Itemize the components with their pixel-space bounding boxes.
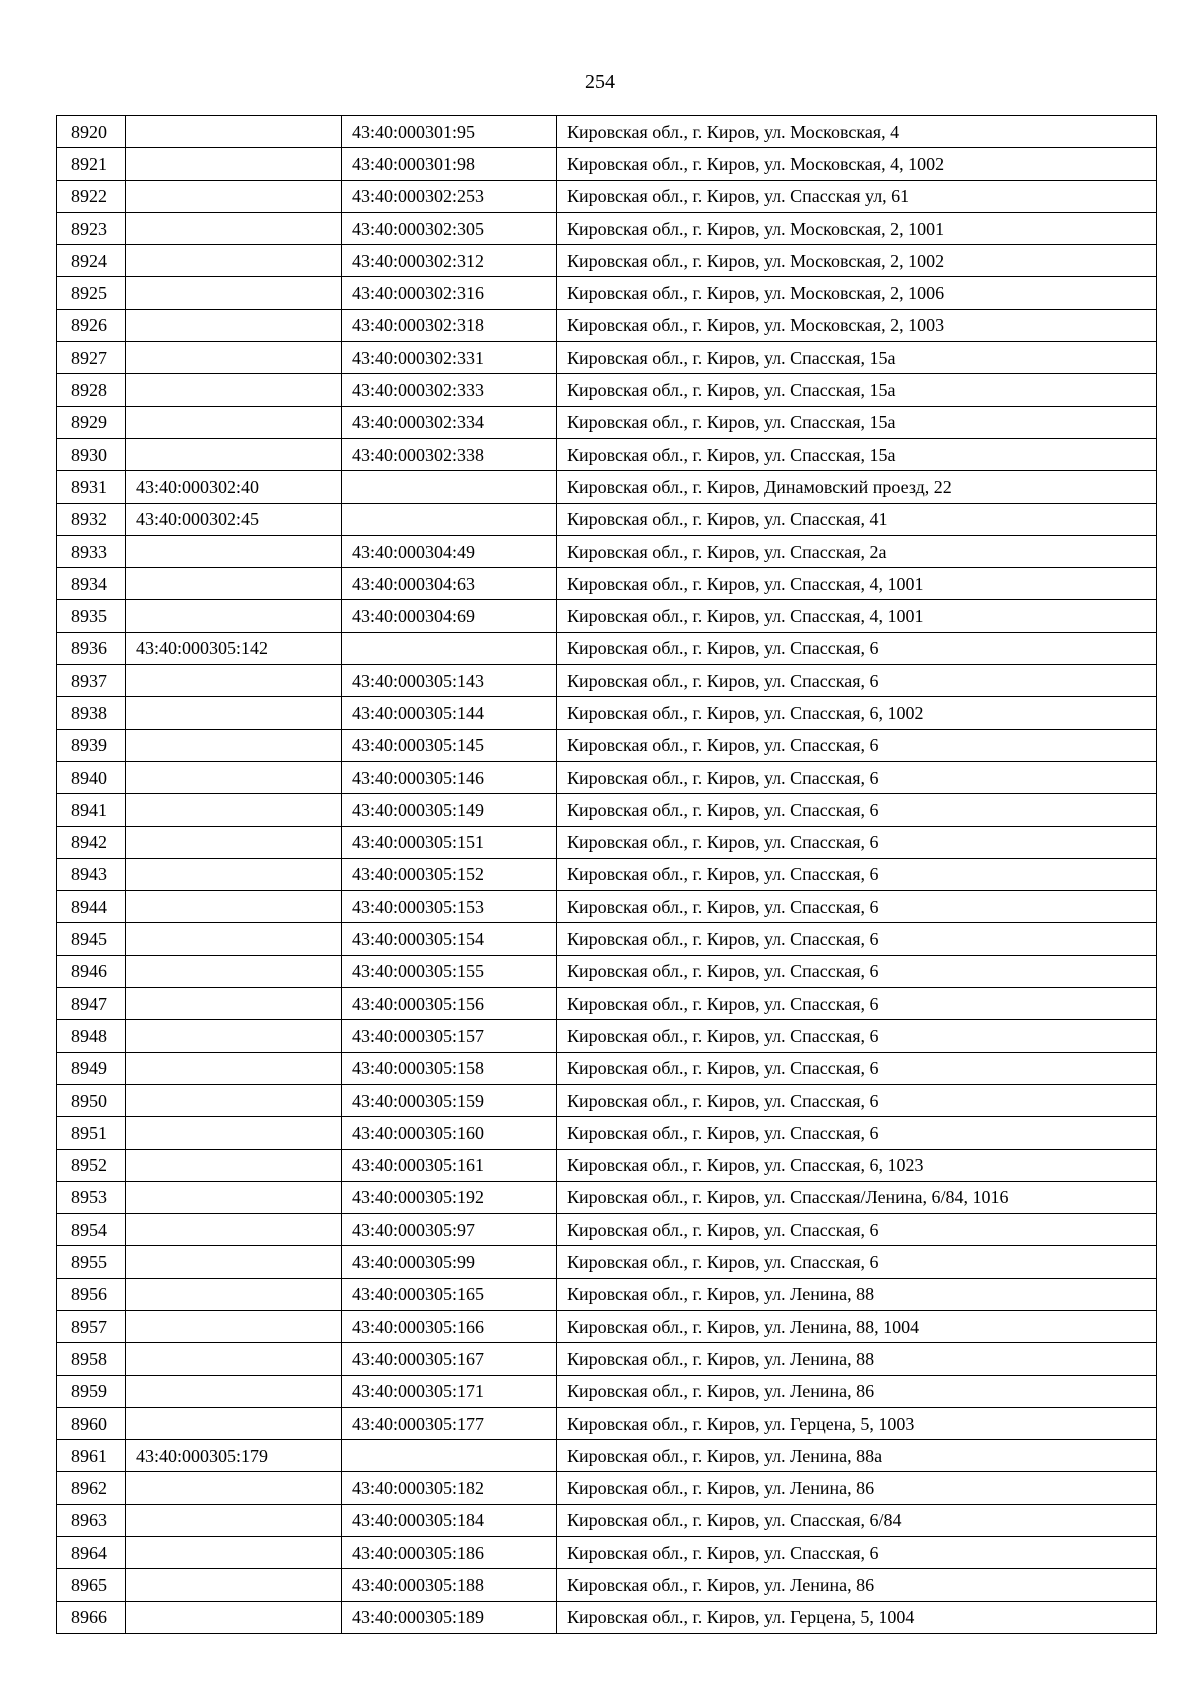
address-cell: Кировская обл., г. Киров, ул. Спасская, 6, 1023 [557, 1149, 1157, 1181]
address-cell: Кировская обл., г. Киров, ул. Ленина, 88 [557, 1343, 1157, 1375]
row-number-cell: 8946 [57, 955, 126, 987]
table-row [57, 1537, 1157, 1569]
table-row [57, 1214, 1157, 1246]
parcel-cadastral-number-cell [126, 148, 342, 180]
row-number-cell: 8949 [57, 1052, 126, 1084]
parcel-cadastral-number-cell: 43:40:000302:45 [126, 503, 342, 535]
row-number-cell: 8943 [57, 858, 126, 890]
address-cell: Кировская обл., г. Киров, ул. Ленина, 86 [557, 1569, 1157, 1601]
row-number-cell: 8934 [57, 568, 126, 600]
row-number-cell: 8956 [57, 1278, 126, 1310]
object-cadastral-number-cell: 43:40:000302:253 [342, 180, 557, 212]
object-cadastral-number-cell: 43:40:000305:160 [342, 1117, 557, 1149]
parcel-cadastral-number-cell [126, 1472, 342, 1504]
parcel-cadastral-number-cell [126, 988, 342, 1020]
table-row [57, 568, 1157, 600]
address-cell: Кировская обл., г. Киров, ул. Спасская, 6 [557, 794, 1157, 826]
table-row [57, 1601, 1157, 1633]
row-number-cell: 8929 [57, 406, 126, 438]
table-row [57, 697, 1157, 729]
table-row [57, 988, 1157, 1020]
address-cell: Кировская обл., г. Киров, ул. Спасская, 15а [557, 374, 1157, 406]
parcel-cadastral-number-cell [126, 116, 342, 148]
table-row [57, 503, 1157, 535]
row-number-cell: 8924 [57, 245, 126, 277]
object-cadastral-number-cell: 43:40:000305:156 [342, 988, 557, 1020]
object-cadastral-number-cell: 43:40:000304:69 [342, 600, 557, 632]
object-cadastral-number-cell: 43:40:000305:146 [342, 761, 557, 793]
parcel-cadastral-number-cell [126, 1084, 342, 1116]
address-cell: Кировская обл., г. Киров, ул. Спасская, 6/84 [557, 1504, 1157, 1536]
table-row [57, 1375, 1157, 1407]
object-cadastral-number-cell: 43:40:000305:166 [342, 1310, 557, 1342]
table-row [57, 342, 1157, 374]
parcel-cadastral-number-cell [126, 438, 342, 470]
row-number-cell: 8961 [57, 1440, 126, 1472]
address-cell: Кировская обл., г. Киров, ул. Спасская, 6 [557, 1117, 1157, 1149]
table-row [57, 277, 1157, 309]
table-row [57, 180, 1157, 212]
row-number-cell: 8936 [57, 632, 126, 664]
object-cadastral-number-cell: 43:40:000305:192 [342, 1181, 557, 1213]
table-row [57, 1569, 1157, 1601]
table-row [57, 1181, 1157, 1213]
parcel-cadastral-number-cell [126, 1246, 342, 1278]
table-row [57, 600, 1157, 632]
address-cell: Кировская обл., г. Киров, ул. Спасская, 4, 1001 [557, 568, 1157, 600]
table-row [57, 1149, 1157, 1181]
address-cell: Кировская обл., г. Киров, ул. Спасская, 6 [557, 891, 1157, 923]
parcel-cadastral-number-cell [126, 1407, 342, 1439]
object-cadastral-number-cell: 43:40:000305:143 [342, 665, 557, 697]
address-cell: Кировская обл., г. Киров, ул. Ленина, 88 [557, 1278, 1157, 1310]
parcel-cadastral-number-cell [126, 1149, 342, 1181]
row-number-cell: 8931 [57, 471, 126, 503]
object-cadastral-number-cell [342, 632, 557, 664]
parcel-cadastral-number-cell [126, 1052, 342, 1084]
table-row [57, 891, 1157, 923]
address-cell: Кировская обл., г. Киров, ул. Московская, 2, 1002 [557, 245, 1157, 277]
row-number-cell: 8957 [57, 1310, 126, 1342]
object-cadastral-number-cell: 43:40:000305:157 [342, 1020, 557, 1052]
address-cell: Кировская обл., г. Киров, ул. Спасская, 6 [557, 988, 1157, 1020]
object-cadastral-number-cell: 43:40:000305:99 [342, 1246, 557, 1278]
table-row [57, 116, 1157, 148]
registry-table [56, 115, 1157, 1634]
address-cell: Кировская обл., г. Киров, ул. Спасская, 6 [557, 923, 1157, 955]
row-number-cell: 8948 [57, 1020, 126, 1052]
row-number-cell: 8928 [57, 374, 126, 406]
parcel-cadastral-number-cell [126, 535, 342, 567]
object-cadastral-number-cell: 43:40:000305:155 [342, 955, 557, 987]
object-cadastral-number-cell: 43:40:000305:189 [342, 1601, 557, 1633]
table-row [57, 406, 1157, 438]
row-number-cell: 8966 [57, 1601, 126, 1633]
row-number-cell: 8923 [57, 212, 126, 244]
table-row [57, 826, 1157, 858]
table-row [57, 729, 1157, 761]
address-cell: Кировская обл., г. Киров, ул. Герцена, 5, 1004 [557, 1601, 1157, 1633]
object-cadastral-number-cell: 43:40:000305:171 [342, 1375, 557, 1407]
parcel-cadastral-number-cell [126, 1117, 342, 1149]
parcel-cadastral-number-cell [126, 245, 342, 277]
row-number-cell: 8939 [57, 729, 126, 761]
table-row [57, 1407, 1157, 1439]
object-cadastral-number-cell: 43:40:000305:165 [342, 1278, 557, 1310]
object-cadastral-number-cell: 43:40:000302:305 [342, 212, 557, 244]
table-row [57, 1343, 1157, 1375]
table-row [57, 374, 1157, 406]
object-cadastral-number-cell [342, 1440, 557, 1472]
object-cadastral-number-cell: 43:40:000304:63 [342, 568, 557, 600]
table-row [57, 1310, 1157, 1342]
row-number-cell: 8922 [57, 180, 126, 212]
object-cadastral-number-cell: 43:40:000305:159 [342, 1084, 557, 1116]
row-number-cell: 8963 [57, 1504, 126, 1536]
table-row [57, 665, 1157, 697]
parcel-cadastral-number-cell [126, 1278, 342, 1310]
parcel-cadastral-number-cell [126, 1214, 342, 1246]
object-cadastral-number-cell: 43:40:000305:153 [342, 891, 557, 923]
parcel-cadastral-number-cell [126, 955, 342, 987]
address-cell: Кировская обл., г. Киров, ул. Московская, 2, 1001 [557, 212, 1157, 244]
parcel-cadastral-number-cell [126, 761, 342, 793]
table-row [57, 1020, 1157, 1052]
table-row [57, 245, 1157, 277]
object-cadastral-number-cell: 43:40:000305:186 [342, 1537, 557, 1569]
table-row [57, 858, 1157, 890]
page-number: 254 [585, 71, 615, 93]
parcel-cadastral-number-cell [126, 568, 342, 600]
address-cell: Кировская обл., г. Киров, ул. Спасская, 6 [557, 826, 1157, 858]
address-cell: Кировская обл., г. Киров, ул. Спасская, 41 [557, 503, 1157, 535]
object-cadastral-number-cell: 43:40:000305:144 [342, 697, 557, 729]
row-number-cell: 8920 [57, 116, 126, 148]
address-cell: Кировская обл., г. Киров, ул. Московская, 2, 1006 [557, 277, 1157, 309]
address-cell: Кировская обл., г. Киров, ул. Спасская, 2а [557, 535, 1157, 567]
row-number-cell: 8933 [57, 535, 126, 567]
object-cadastral-number-cell: 43:40:000305:145 [342, 729, 557, 761]
table-row [57, 471, 1157, 503]
table-row [57, 1440, 1157, 1472]
parcel-cadastral-number-cell [126, 1375, 342, 1407]
table-row [57, 794, 1157, 826]
row-number-cell: 8960 [57, 1407, 126, 1439]
row-number-cell: 8947 [57, 988, 126, 1020]
table-row [57, 923, 1157, 955]
table-row [57, 212, 1157, 244]
address-cell: Кировская обл., г. Киров, ул. Спасская, 6 [557, 1537, 1157, 1569]
object-cadastral-number-cell [342, 471, 557, 503]
row-number-cell: 8927 [57, 342, 126, 374]
object-cadastral-number-cell: 43:40:000305:149 [342, 794, 557, 826]
address-cell: Кировская обл., г. Киров, ул. Спасская, 6 [557, 632, 1157, 664]
parcel-cadastral-number-cell [126, 600, 342, 632]
parcel-cadastral-number-cell [126, 180, 342, 212]
object-cadastral-number-cell: 43:40:000302:312 [342, 245, 557, 277]
row-number-cell: 8930 [57, 438, 126, 470]
table-row [57, 309, 1157, 341]
row-number-cell: 8945 [57, 923, 126, 955]
row-number-cell: 8942 [57, 826, 126, 858]
row-number-cell: 8952 [57, 1149, 126, 1181]
registry-table-body [57, 116, 1157, 1634]
object-cadastral-number-cell: 43:40:000304:49 [342, 535, 557, 567]
table-row [57, 535, 1157, 567]
table-row [57, 1472, 1157, 1504]
object-cadastral-number-cell: 43:40:000302:334 [342, 406, 557, 438]
object-cadastral-number-cell: 43:40:000301:95 [342, 116, 557, 148]
object-cadastral-number-cell: 43:40:000302:316 [342, 277, 557, 309]
object-cadastral-number-cell: 43:40:000305:152 [342, 858, 557, 890]
address-cell: Кировская обл., г. Киров, ул. Спасская, 6 [557, 1084, 1157, 1116]
parcel-cadastral-number-cell [126, 729, 342, 761]
parcel-cadastral-number-cell [126, 826, 342, 858]
table-row [57, 148, 1157, 180]
parcel-cadastral-number-cell: 43:40:000305:179 [126, 1440, 342, 1472]
parcel-cadastral-number-cell [126, 1569, 342, 1601]
table-row [57, 1084, 1157, 1116]
table-row [57, 761, 1157, 793]
object-cadastral-number-cell: 43:40:000305:177 [342, 1407, 557, 1439]
row-number-cell: 8926 [57, 309, 126, 341]
object-cadastral-number-cell: 43:40:000301:98 [342, 148, 557, 180]
parcel-cadastral-number-cell [126, 1310, 342, 1342]
row-number-cell: 8955 [57, 1246, 126, 1278]
parcel-cadastral-number-cell [126, 1181, 342, 1213]
address-cell: Кировская обл., г. Киров, ул. Московская, 2, 1003 [557, 309, 1157, 341]
parcel-cadastral-number-cell: 43:40:000302:40 [126, 471, 342, 503]
address-cell: Кировская обл., г. Киров, ул. Спасская, 6 [557, 1020, 1157, 1052]
parcel-cadastral-number-cell [126, 1020, 342, 1052]
address-cell: Кировская обл., г. Киров, ул. Спасская ул, 61 [557, 180, 1157, 212]
table-row [57, 438, 1157, 470]
parcel-cadastral-number-cell [126, 342, 342, 374]
parcel-cadastral-number-cell [126, 665, 342, 697]
object-cadastral-number-cell: 43:40:000305:154 [342, 923, 557, 955]
parcel-cadastral-number-cell [126, 794, 342, 826]
table-row [57, 1052, 1157, 1084]
row-number-cell: 8964 [57, 1537, 126, 1569]
table-row [57, 632, 1157, 664]
table-row [57, 1117, 1157, 1149]
address-cell: Кировская обл., г. Киров, ул. Московская, 4 [557, 116, 1157, 148]
parcel-cadastral-number-cell [126, 309, 342, 341]
address-cell: Кировская обл., г. Киров, ул. Спасская, 6, 1002 [557, 697, 1157, 729]
address-cell: Кировская обл., г. Киров, ул. Спасская, 6 [557, 1052, 1157, 1084]
parcel-cadastral-number-cell [126, 1504, 342, 1536]
row-number-cell: 8951 [57, 1117, 126, 1149]
table-row [57, 1246, 1157, 1278]
address-cell: Кировская обл., г. Киров, ул. Ленина, 88а [557, 1440, 1157, 1472]
address-cell: Кировская обл., г. Киров, ул. Спасская, 6 [557, 1246, 1157, 1278]
object-cadastral-number-cell: 43:40:000305:182 [342, 1472, 557, 1504]
parcel-cadastral-number-cell [126, 1537, 342, 1569]
parcel-cadastral-number-cell [126, 406, 342, 438]
row-number-cell: 8959 [57, 1375, 126, 1407]
row-number-cell: 8938 [57, 697, 126, 729]
object-cadastral-number-cell: 43:40:000305:167 [342, 1343, 557, 1375]
address-cell: Кировская обл., г. Киров, ул. Спасская, 6 [557, 665, 1157, 697]
address-cell: Кировская обл., г. Киров, ул. Спасская, 6 [557, 955, 1157, 987]
address-cell: Кировская обл., г. Киров, ул. Спасская, 6 [557, 761, 1157, 793]
object-cadastral-number-cell [342, 503, 557, 535]
address-cell: Кировская обл., г. Киров, ул. Спасская, 6 [557, 1214, 1157, 1246]
address-cell: Кировская обл., г. Киров, ул. Спасская, 6 [557, 858, 1157, 890]
address-cell: Кировская обл., г. Киров, ул. Ленина, 86 [557, 1472, 1157, 1504]
row-number-cell: 8958 [57, 1343, 126, 1375]
object-cadastral-number-cell: 43:40:000305:158 [342, 1052, 557, 1084]
table-row [57, 955, 1157, 987]
parcel-cadastral-number-cell [126, 1601, 342, 1633]
row-number-cell: 8954 [57, 1214, 126, 1246]
row-number-cell: 8921 [57, 148, 126, 180]
parcel-cadastral-number-cell [126, 1343, 342, 1375]
parcel-cadastral-number-cell [126, 923, 342, 955]
row-number-cell: 8937 [57, 665, 126, 697]
object-cadastral-number-cell: 43:40:000305:188 [342, 1569, 557, 1601]
row-number-cell: 8953 [57, 1181, 126, 1213]
address-cell: Кировская обл., г. Киров, ул. Спасская, 4, 1001 [557, 600, 1157, 632]
address-cell: Кировская обл., г. Киров, ул. Спасская, 15а [557, 406, 1157, 438]
row-number-cell: 8940 [57, 761, 126, 793]
object-cadastral-number-cell: 43:40:000305:97 [342, 1214, 557, 1246]
object-cadastral-number-cell: 43:40:000302:318 [342, 309, 557, 341]
object-cadastral-number-cell: 43:40:000302:338 [342, 438, 557, 470]
table-row [57, 1504, 1157, 1536]
row-number-cell: 8932 [57, 503, 126, 535]
row-number-cell: 8941 [57, 794, 126, 826]
parcel-cadastral-number-cell [126, 891, 342, 923]
object-cadastral-number-cell: 43:40:000305:161 [342, 1149, 557, 1181]
address-cell: Кировская обл., г. Киров, ул. Ленина, 86 [557, 1375, 1157, 1407]
address-cell: Кировская обл., г. Киров, ул. Московская, 4, 1002 [557, 148, 1157, 180]
address-cell: Кировская обл., г. Киров, Динамовский проезд, 22 [557, 471, 1157, 503]
object-cadastral-number-cell: 43:40:000302:333 [342, 374, 557, 406]
row-number-cell: 8925 [57, 277, 126, 309]
parcel-cadastral-number-cell [126, 374, 342, 406]
parcel-cadastral-number-cell [126, 858, 342, 890]
object-cadastral-number-cell: 43:40:000305:151 [342, 826, 557, 858]
address-cell: Кировская обл., г. Киров, ул. Спасская, 6 [557, 729, 1157, 761]
parcel-cadastral-number-cell: 43:40:000305:142 [126, 632, 342, 664]
parcel-cadastral-number-cell [126, 697, 342, 729]
row-number-cell: 8935 [57, 600, 126, 632]
object-cadastral-number-cell: 43:40:000302:331 [342, 342, 557, 374]
row-number-cell: 8950 [57, 1084, 126, 1116]
parcel-cadastral-number-cell [126, 212, 342, 244]
address-cell: Кировская обл., г. Киров, ул. Герцена, 5, 1003 [557, 1407, 1157, 1439]
table-row [57, 1278, 1157, 1310]
row-number-cell: 8944 [57, 891, 126, 923]
address-cell: Кировская обл., г. Киров, ул. Спасская, 15а [557, 438, 1157, 470]
address-cell: Кировская обл., г. Киров, ул. Спасская/Ленина, 6/84, 1016 [557, 1181, 1157, 1213]
address-cell: Кировская обл., г. Киров, ул. Ленина, 88, 1004 [557, 1310, 1157, 1342]
parcel-cadastral-number-cell [126, 277, 342, 309]
row-number-cell: 8962 [57, 1472, 126, 1504]
row-number-cell: 8965 [57, 1569, 126, 1601]
object-cadastral-number-cell: 43:40:000305:184 [342, 1504, 557, 1536]
address-cell: Кировская обл., г. Киров, ул. Спасская, 15а [557, 342, 1157, 374]
